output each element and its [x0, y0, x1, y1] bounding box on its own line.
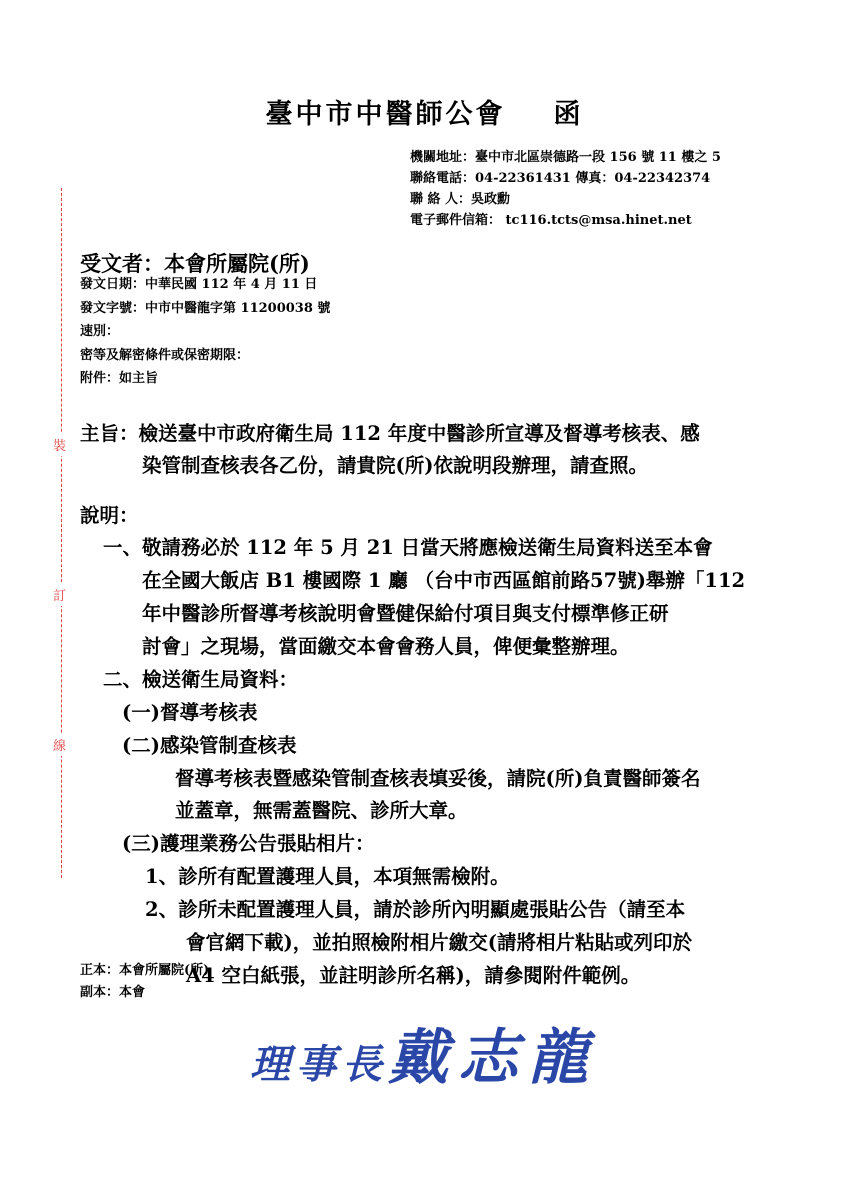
item1-line-4: 討會」之現場，當面繳交本會會務人員，俾便彙整辦理。: [142, 635, 630, 658]
signature-title: 理事長: [250, 1041, 388, 1088]
item1-line-3: 年中醫診所督導考核說明會暨健保給付項目與支付標準修正研: [142, 602, 669, 625]
attachment-field: 附件：如主旨: [80, 371, 159, 386]
signature: [250, 1010, 598, 1096]
signature-name: 戴志龍: [388, 1023, 598, 1093]
sub-item-3: (三)護理業務公告張貼相片：: [122, 832, 375, 855]
item1-line-1: 一、敬請務必於 112 年 5 月 21 日當天將應檢送衛生局資料送至本會: [103, 536, 713, 559]
subject-line-2: 染管制查核表各乙份，請貴院(所)依說明段辦理，請查照。: [142, 454, 648, 477]
sub-item-3-point-1: 1、診所有配置護理人員，本項無需檢附。: [145, 865, 510, 888]
item1-line-2: 在全國大飯店 B1 樓國際 1 廳 （台中市西區館前路57號)舉辦「112: [142, 569, 746, 592]
sub-item-3-point-2-line-2: 會官網下載)，並拍照檢附相片繳交(請將相片粘貼或列印於: [186, 931, 692, 954]
recipient-line: 受文者：本會所屬院(所): [80, 251, 310, 276]
explanation-heading: 說明：: [80, 504, 139, 527]
phone-line: 聯絡電話：04-22361431 傳真：04-22342374: [410, 171, 711, 186]
distribution-block: [80, 960, 209, 1004]
binding-mark-zhuang: 裝: [53, 433, 66, 456]
binding-mark-xian: 線: [53, 733, 66, 756]
org-title: 臺中市中醫師公會: [265, 99, 506, 130]
issue-number: 發文字號：中市中醫龍字第 11200038 號: [80, 300, 331, 316]
email-line: 電子郵件信箱： tc116.tcts@msa.hinet.net: [410, 213, 692, 228]
sub-item-3-point-2-line-1: 2、診所未配置護理人員，請於診所內明顯處張貼公告（請至本: [145, 898, 686, 921]
contact-block: [410, 147, 721, 231]
sub-item-2-note-1: 督導考核表暨感染管制查核表填妥後，請院(所)負責醫師簽名: [175, 767, 701, 790]
sub-item-2: (二)感染管制查核表: [122, 734, 297, 757]
copy-recipient: 副本：本會: [80, 985, 146, 1000]
document-title: [0, 92, 849, 131]
address-line: 機關地址：臺中市北區崇德路一段 156 號 11 樓之 5: [410, 150, 721, 165]
sub-item-3-point-2-line-3: A4 空白紙張，並註明診所名稱)，請參閱附件範例。: [186, 964, 641, 987]
sub-item-1: (一)督導考核表: [122, 701, 258, 724]
doc-type: 函: [553, 99, 584, 130]
sub-item-2-note-2: 並蓋章，無需蓋醫院、診所大章。: [175, 799, 468, 822]
binding-mark-ding: 訂: [53, 583, 66, 606]
contact-person-line: 聯 絡 人：吳政勳: [410, 192, 511, 207]
doc-info-block: [80, 273, 330, 391]
original-recipient: 正本：本會所屬院(所): [80, 963, 210, 978]
item2-heading: 二、檢送衛生局資料：: [103, 668, 299, 691]
issue-date: 發文日期：中華民國 112 年 4 月 11 日: [80, 277, 318, 292]
speed-field: 速別：: [80, 324, 120, 339]
binding-line: [61, 188, 62, 878]
secrecy-field: 密等及解密條件或保密期限：: [80, 347, 250, 363]
subject-line-1: 主旨：檢送臺中市政府衛生局 112 年度中醫診所宣導及督導考核表、感: [80, 422, 700, 445]
